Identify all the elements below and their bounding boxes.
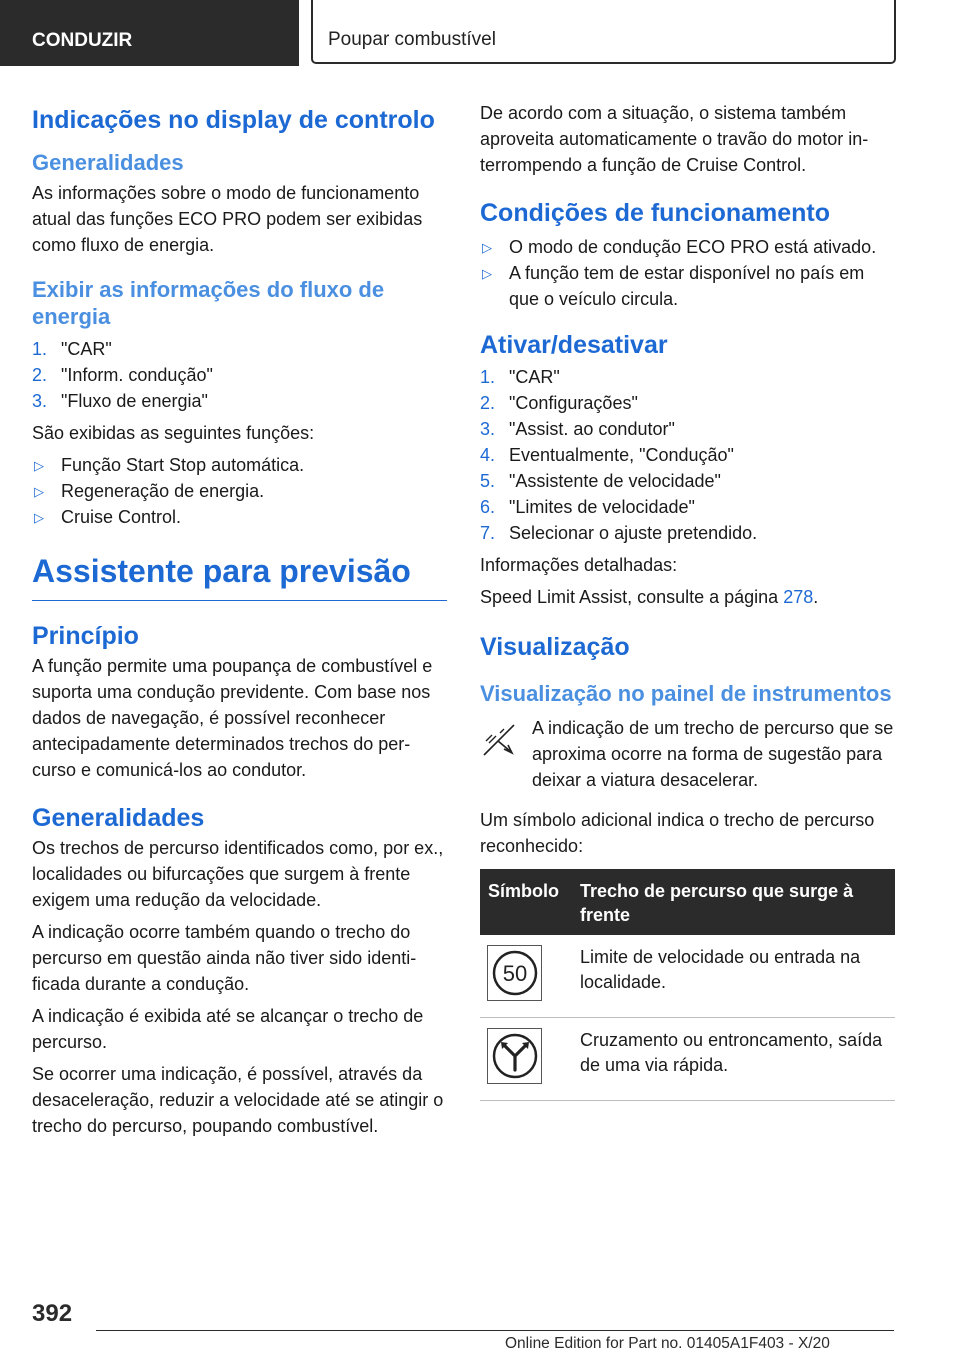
list-number: 7. [480, 523, 496, 543]
right-column [480, 100, 895, 1101]
list-item [32, 452, 447, 478]
list-item-text: Cruise Control. [61, 507, 182, 527]
page-reference-link[interactable]: 278 [783, 587, 814, 607]
list-item [32, 388, 447, 414]
heading-general: Generalidades [32, 150, 184, 175]
list-item-text: "CAR" [61, 339, 112, 359]
table-row [480, 1018, 895, 1101]
page-number: 392 [32, 1300, 73, 1327]
left-column [32, 100, 447, 1139]
table-cell-symbol [480, 1018, 572, 1101]
list-item [480, 442, 895, 468]
paragraph-general-2c: A indicação é exibida até se alcançar o trecho de percurso. [32, 1006, 424, 1052]
junction-icon [487, 1028, 542, 1084]
list-item [480, 494, 895, 520]
heading-energy-flow: Exibir as informações do fluxo de energia [32, 277, 385, 329]
paragraph-intro: De acordo com a situação, o sistema também aproveita automaticamente o travão do motor interrompendo a função de Cruise Control. [480, 103, 869, 175]
paragraph-view-panel: A indicação de um trecho de percurso que se aproxima ocorre na forma de sugestão para deixar a viatura desacelerar. [532, 718, 894, 790]
list-item [480, 390, 895, 416]
list-number: 2. [480, 393, 496, 413]
list-item-text: Selecionar o ajuste pretendido. [509, 523, 758, 543]
list-item-text: A função tem de estar disponível no país em que o veículo circula. [509, 263, 865, 309]
heading-principle: Princípio [32, 622, 139, 650]
paragraph-details: Informações detalhadas: [480, 555, 678, 575]
heading-general-2: Generalidades [32, 804, 205, 832]
list-number: 1. [480, 367, 496, 387]
heading-assistant: Assistente para previsão [32, 552, 447, 601]
speed-limit-end: . [813, 587, 819, 607]
list-number: 2. [32, 365, 48, 385]
table-header-symbol: Símbolo [480, 869, 572, 935]
list-item-text: Eventualmente, "Condução" [509, 445, 734, 465]
list-item [32, 362, 447, 388]
bullet-arrow-icon: ▷ [34, 510, 44, 525]
conditions-list [480, 234, 895, 312]
list-item-text: "Assist. ao condutor" [509, 419, 675, 439]
list-item [32, 478, 447, 504]
list-item-text: "Inform. condução" [61, 365, 213, 385]
section-tab: CONDUZIR [0, 0, 299, 66]
list-item [480, 468, 895, 494]
symbol-table [480, 869, 895, 1101]
footer-divider [96, 1330, 894, 1331]
table-cell-description: Limite de velocidade ou entrada na localidade. [572, 935, 895, 1018]
deceleration-hint-icon [480, 721, 518, 759]
bullet-arrow-icon: ▷ [34, 484, 44, 499]
list-item [480, 234, 895, 260]
bullet-arrow-icon: ▷ [482, 266, 492, 281]
list-item [480, 416, 895, 442]
list-item-text: Regeneração de energia. [61, 481, 265, 501]
list-number: 3. [32, 391, 48, 411]
list-item-text: "Assistente de velocidade" [509, 471, 721, 491]
list-number: 3. [480, 419, 496, 439]
activate-steps [480, 364, 895, 546]
table-cell-symbol [480, 935, 572, 1018]
list-number: 5. [480, 471, 496, 491]
energy-flow-steps [32, 336, 447, 414]
list-item [32, 504, 447, 530]
paragraph-general-2b: A indicação ocorre também quando o trecho do percurso em questão ainda não tiver sido identificada durante a condução. [32, 922, 417, 994]
list-number: 1. [32, 339, 48, 359]
table-header-row [480, 869, 895, 935]
list-item [480, 260, 895, 312]
heading-view-panel: Visualização no painel de instrumentos [480, 681, 892, 706]
speed-limit-value: 50 [502, 961, 527, 986]
heading-display: Indicações no display de controlo [32, 106, 435, 134]
list-number: 4. [480, 445, 496, 465]
speed-limit-text: Speed Limit Assist, consulte a página [480, 587, 784, 607]
paragraph-general-2d: Se ocorrer uma indicação, é possível, através da desaceleração, reduzir a velocidade até se atingir o trecho do percurso, poupando combustível. [32, 1064, 444, 1136]
list-item [480, 520, 895, 546]
paragraph-functions-intro: São exibidas as seguintes funções: [32, 423, 315, 443]
table-row [480, 935, 895, 1018]
page-header [0, 0, 960, 66]
list-number: 6. [480, 497, 496, 517]
list-item [480, 364, 895, 390]
heading-view: Visualização [480, 633, 630, 661]
bullet-arrow-icon: ▷ [482, 240, 492, 255]
paragraph-principle: A função permite uma poupança de combustível e suporta uma condução previdente. Com base nos dados de navegação, é possível reconhecer antecipadamente determinados trechos do percurso e comunicá-los ao condutor. [32, 656, 433, 780]
paragraph-speed-limit [480, 584, 895, 610]
list-item-text: O modo de condução ECO PRO está ativado. [509, 237, 877, 257]
list-item-text: "Configurações" [509, 393, 638, 413]
functions-list [32, 452, 447, 530]
table-cell-description: Cruzamento ou entroncamento, saída de uma via rápida. [572, 1018, 895, 1101]
bullet-arrow-icon: ▷ [34, 458, 44, 473]
paragraph-general-2a: Os trechos de percurso identificados como, por ex., localidades ou bifurcações que surgem à frente exigem uma redução da velocidade. [32, 838, 444, 910]
chapter-title: Poupar combustível [311, 0, 896, 64]
heading-activate: Ativar/desativar [480, 331, 668, 359]
edition-note: Online Edition for Part no. 01405A1F403 - X/20 [505, 1335, 830, 1352]
table-header-description: Trecho de percurso que surge à frente [572, 869, 895, 935]
speed-limit-50-icon [487, 945, 542, 1001]
list-item-text: "Fluxo de energia" [61, 391, 208, 411]
paragraph-symbol-intro: Um símbolo adicional indica o trecho de percurso reconhecido: [480, 810, 875, 856]
list-item-text: Função Start Stop automática. [61, 455, 305, 475]
list-item-text: "CAR" [509, 367, 560, 387]
list-item-text: "Limites de velocidade" [509, 497, 695, 517]
paragraph-general: As informações sobre o modo de funcionamento atual das funções ECO PRO podem ser exibidas como fluxo de energia. [32, 183, 423, 255]
view-panel-note [480, 715, 895, 793]
list-item [32, 336, 447, 362]
heading-conditions: Condições de funcionamento [480, 199, 831, 227]
